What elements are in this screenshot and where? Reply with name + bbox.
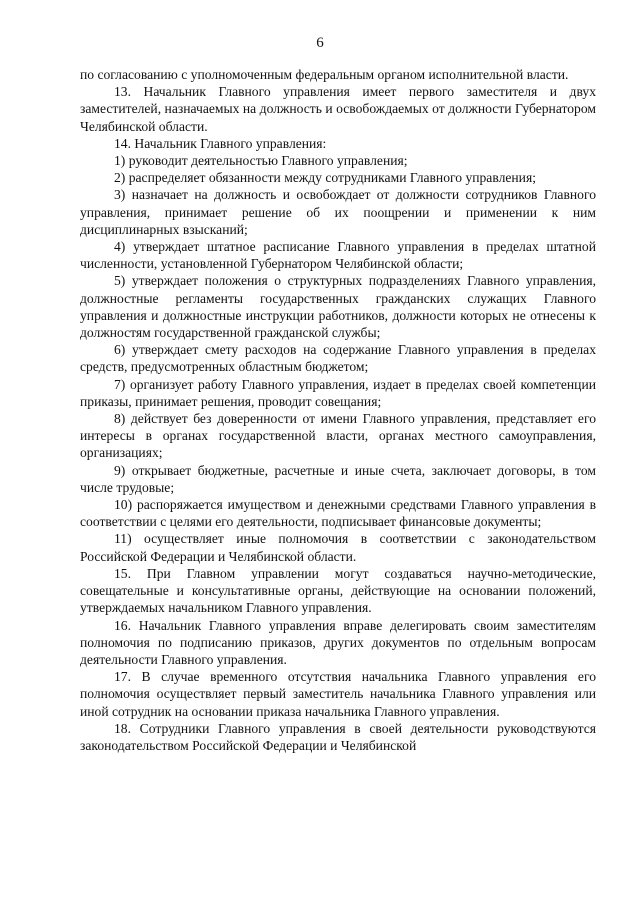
- paragraph-continuation: по согласованию с уполномоченным федеральным органом исполнительной власти.: [80, 67, 569, 82]
- paragraph-13: 13. Начальник Главного управления имеет первого заместителя и двух заместителей, назначаемых на должность и освобождаемых от должности Губернатором Челябинской области.: [80, 84, 596, 134]
- list-item-4: 4) утверждает штатное расписание Главного управления в пределах штатной численности, установленной Губернатором Челябинской области;: [80, 239, 596, 272]
- list-item-1: 1) руководит деятельностью Главного управления;: [114, 153, 408, 169]
- paragraph-14: 14. Начальник Главного управления:: [114, 135, 327, 151]
- document-body: [80, 66, 596, 754]
- paragraph-17: 17. В случае временного отсутствия начальника Главного управления его полномочия осуществляет первый заместитель начальника Главного управления или иной сотрудник на основании приказа начальника Главного управления.: [80, 669, 596, 719]
- paragraph-16: 16. Начальник Главного управления вправе делегировать своим заместителям полномочия по подписанию приказов, других документов по отдельным вопросам деятельности Главного управления.: [80, 617, 596, 667]
- page-number: 6: [316, 35, 324, 51]
- list-item-6: 6) утверждает смету расходов на содержание Главного управления в пределах средств, предусмотренных областным бюджетом;: [80, 342, 596, 375]
- list-item-9: 9) открывает бюджетные, расчетные и иные счета, заключает договоры, в том числе трудовые;: [80, 462, 596, 495]
- list-item-11: 11) осуществляет иные полномочия в соответствии с законодательством Российской Федерации и Челябинской области.: [80, 531, 596, 564]
- list-item-3: 3) назначает на должность и освобождает от должности сотрудников Главного управления, принимает решение об их поощрении и применении к ним дисциплинарных взысканий;: [80, 187, 596, 237]
- list-item-8: 8) действует без доверенности от имени Главного управления, представляет его интересы в органах государственной власти, органах местного самоуправления, организациях;: [80, 411, 596, 461]
- paragraph-18: 18. Сотрудники Главного управления в своей деятельности руководствуются законодательством Российской Федерации и Челябинской: [80, 720, 596, 753]
- list-item-7: 7) организует работу Главного управления, издает в пределах своей компетенции приказы, принимает решения, проводит совещания;: [80, 376, 596, 409]
- list-item-10: 10) распоряжается имуществом и денежными средствами Главного управления в соответствии с целями его деятельности, подписывает финансовые документы;: [80, 497, 596, 530]
- list-item-5: 5) утверждает положения о структурных подразделениях Главного управления, должностные регламенты государственных гражданских служащих Главного управления и должностные инструкции работников, должности которых не отнесены к должностям государственной гражданской службы;: [80, 273, 596, 341]
- list-item-2: 2) распределяет обязанности между сотрудниками Главного управления;: [114, 170, 536, 186]
- paragraph-15: 15. При Главном управлении могут создаваться научно-методические, совещательные и консультативные органы, действующие на основании положений, утверждаемых начальником Главного управления.: [80, 565, 596, 616]
